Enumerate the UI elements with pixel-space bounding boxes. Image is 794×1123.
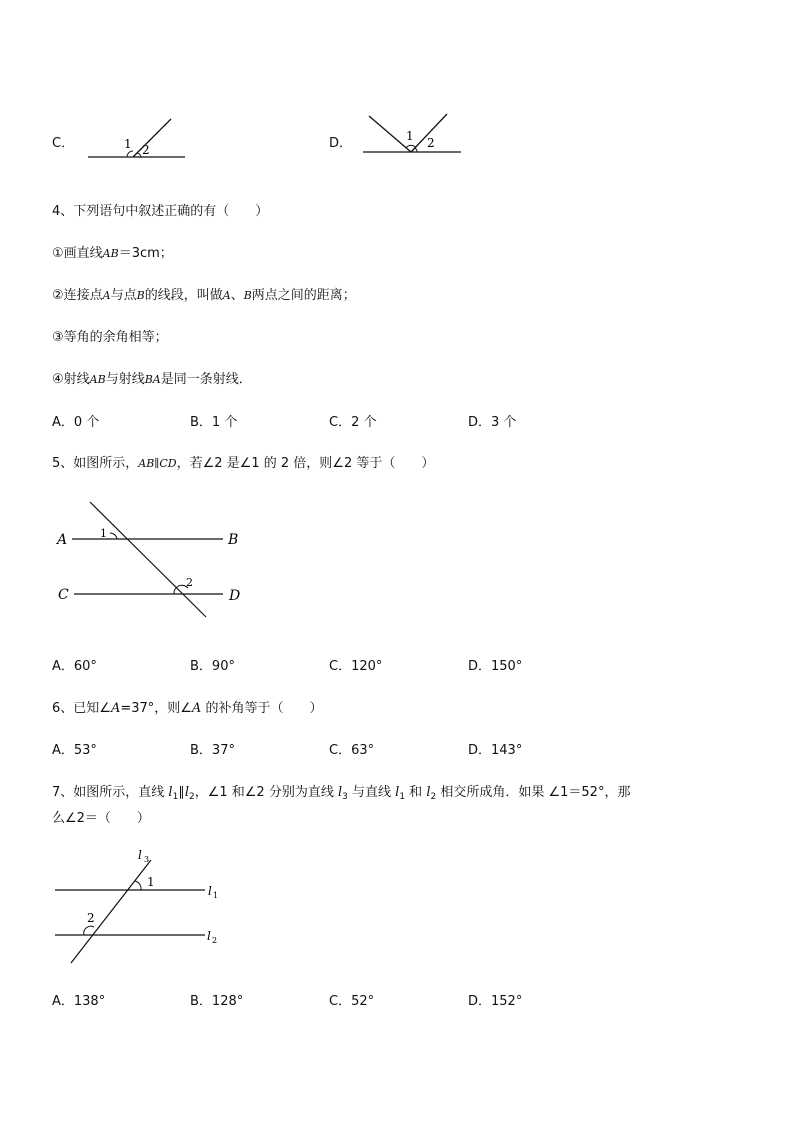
q4-option-c[interactable]: C．2 个 bbox=[329, 415, 377, 430]
q3c-angle2-label: 2 bbox=[142, 143, 150, 157]
q3d-angle1-label: 1 bbox=[406, 129, 414, 143]
q6-stem: 6、已知∠A=37°，则∠A 的补角等于（ ） bbox=[52, 701, 323, 716]
q5-angle2-label: 2 bbox=[186, 576, 193, 589]
q4-stem: 4、下列语句中叙述正确的有（ ） bbox=[52, 204, 269, 219]
q5-label-D: D bbox=[229, 588, 241, 604]
q3-option-c-label: C． bbox=[52, 136, 75, 151]
q6-option-a[interactable]: A．53° bbox=[52, 743, 97, 758]
q5-stem: 5、如图所示，AB∥CD，若∠2 是∠1 的 2 倍，则∠2 等于（ ） bbox=[52, 456, 435, 471]
q3d-angle2-label: 2 bbox=[427, 136, 435, 150]
q5-option-d[interactable]: D．150° bbox=[468, 659, 523, 674]
q7-label-l3-sub: 3 bbox=[144, 855, 150, 864]
q5-option-c[interactable]: C．120° bbox=[329, 659, 383, 674]
q4-statement-1: ①画直线AB＝3cm； bbox=[52, 246, 173, 261]
q7-label-l2-sub: 2 bbox=[212, 936, 218, 945]
q5-label-A: A bbox=[57, 532, 68, 548]
q7-option-a[interactable]: A．138° bbox=[52, 994, 106, 1009]
q3-option-d-figure bbox=[360, 108, 470, 160]
q6-option-b[interactable]: B．37° bbox=[190, 743, 235, 758]
q7-figure bbox=[50, 845, 230, 970]
q7-label-l1-sub: 1 bbox=[213, 891, 219, 900]
q7-option-b[interactable]: B．128° bbox=[190, 994, 244, 1009]
q4-statement-4: ④射线AB与射线BA是同一条射线． bbox=[52, 372, 252, 387]
q4-option-b[interactable]: B．1 个 bbox=[190, 415, 238, 430]
q3-option-d-label: D． bbox=[329, 136, 353, 151]
q6-option-d[interactable]: D．143° bbox=[468, 743, 523, 758]
q3c-angle1-label: 1 bbox=[124, 137, 132, 151]
q4-statement-3: ③等角的余角相等； bbox=[52, 330, 168, 345]
q7-label-l1: l bbox=[208, 884, 212, 898]
q7-angle1-label: 1 bbox=[147, 875, 155, 889]
q5-label-B: B bbox=[228, 532, 239, 548]
q5-option-a[interactable]: A．60° bbox=[52, 659, 97, 674]
q7-option-d[interactable]: D．152° bbox=[468, 994, 523, 1009]
q5-angle1-label: 1 bbox=[100, 527, 107, 540]
q7-label-l3: l bbox=[138, 848, 142, 862]
q6-option-c[interactable]: C．63° bbox=[329, 743, 375, 758]
q4-statement-2: ②连接点A与点B的线段，叫做A、B两点之间的距离； bbox=[52, 288, 356, 303]
q5-option-b[interactable]: B．90° bbox=[190, 659, 235, 674]
q4-option-a[interactable]: A．0 个 bbox=[52, 415, 100, 430]
q7-stem-line1: 7、如图所示，直线 $l_1\parallel l_2$，∠1 和∠2 分别为直线 $l_3$ 与直线 $l_1$ 和 $l_2$ 相交所成角．如果 ∠1＝52°，那 bbox=[52, 785, 631, 802]
q5-figure bbox=[55, 495, 255, 625]
q7-option-c[interactable]: C．52° bbox=[329, 994, 375, 1009]
q7-angle2-label: 2 bbox=[87, 911, 95, 925]
q5-label-C: C bbox=[58, 587, 69, 603]
q3-option-c-figure bbox=[85, 112, 195, 164]
q4-option-d[interactable]: D．3 个 bbox=[468, 415, 517, 430]
q7-stem-line2: 么∠2＝（ ） bbox=[52, 811, 150, 826]
q7-label-l2: l bbox=[207, 929, 211, 943]
